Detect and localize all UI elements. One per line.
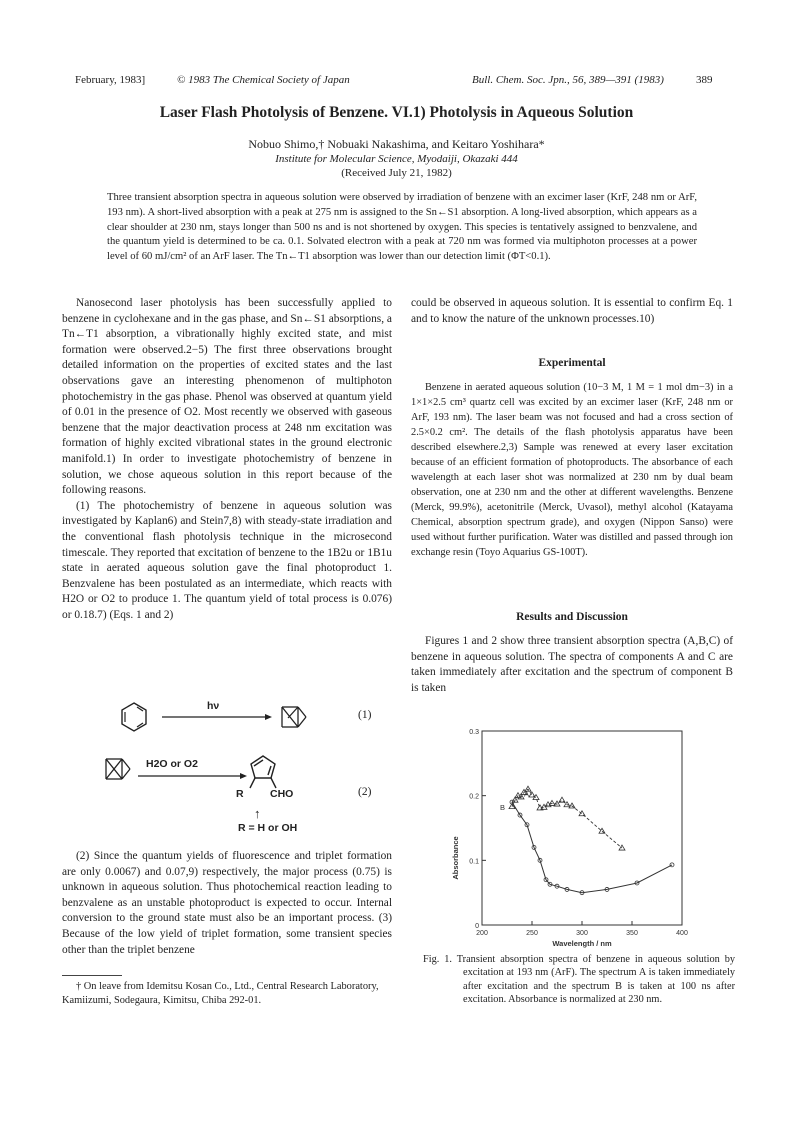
y-tick-label: 0.1: [469, 858, 479, 866]
equation-2-number: (2): [358, 786, 372, 798]
series-B-label: B: [500, 803, 506, 813]
experimental-section: [411, 380, 733, 560]
benzvalene-structure-2: [106, 759, 130, 779]
cyclopentadiene-product: [250, 756, 276, 788]
experimental-heading: Experimental: [538, 357, 606, 369]
footnote: † On leave from Idemitsu Kosan Co., Ltd., Central Research Laboratory, Kamiizumi, Sodegaura, Kimitsu, Chiba 292-01.: [62, 981, 379, 1006]
r-definition-label: R = H or OH: [238, 822, 298, 834]
continued-paragraph: could be observed in aqueous solution. It is essential to confirm Eq. 1 and to know the nature of the unknown processes.10): [411, 297, 733, 325]
x-axis-label: Wavelength / nm: [552, 939, 612, 948]
y-axis-label: Absorbance: [451, 836, 460, 880]
header-page-number: 389: [696, 74, 713, 86]
y-tick-label: 0.3: [469, 729, 479, 736]
article-title: Laser Flash Photolysis of Benzene. VI.1) Photolysis in Aqueous Solution: [159, 104, 634, 121]
received-date: (Received July 21, 1982): [341, 167, 452, 179]
equation-1-number: (1): [358, 709, 372, 721]
experimental-paragraph: Benzene in aerated aqueous solution (10−3 M, 1 M = 1 mol dm−3) in a 1×1×2.5 cm³ quartz cell was excited by an excimer laser (KrF, 248 nm or ArF, 193 nm). The laser beam was not focused and had a cross section of 2.5×0.2 cm². The details of the flash photolysis apparatus have been described elsewhere.2,3) Sample was renewed at every laser excitation because of an efficient formation of photoproducts. The absorbance of each wavelength at each laser shot was normalized at 230 nm by dual beam observation, one at 230 nm and the other at different wavelengths. Benzene (Merck, 99.9%), acetonitrile (Merck, Uvasol), methyl alcohol (Katayama Chemical, absorption spectrum grade), and oxygen (Nippon Sanso) were used without further purification. Water was distilled and passed through ion exchange resin (Toyo Aquarius GS-100T).: [411, 382, 733, 558]
series-A-label: A: [524, 789, 530, 799]
intro-paragraph-3: (2) Since the quantum yields of fluorescence and triplet formation are only 0.0067) and 0.07,9) respectively, the major process (0.75) is unknown in aqueous solution. Thus photochemical reaction leading to benzvalene as an unstable photoproduct is expected to occur. Internal conversion to the ground state must also be an important process. (3) Because of the low yield of triplet formation, some transient species other than the triplet benzene: [62, 850, 392, 956]
reaction-scheme: [100, 690, 400, 840]
left-column-bottom: [62, 849, 392, 958]
x-tick-label: 400: [676, 930, 688, 937]
left-column-top: [62, 296, 392, 623]
figure-1-caption: Fig. 1. Transient absorption spectra of benzene in aqueous solution by excitation at 193 nm (ArF). The spectrum A is taken immediately after excitation and the spectrum B is taken at 100 ns after excitation. Absorbance is normalized at 230 nm.: [423, 954, 735, 1006]
series-A-point: [579, 811, 585, 816]
series-B-point: [670, 863, 674, 867]
results-heading: Results and Discussion: [516, 611, 628, 623]
series-A-point: [569, 803, 575, 808]
y-tick-label: 0: [475, 923, 479, 930]
header-date: February, 1983]: [75, 74, 146, 86]
header-copyright: © 1983 The Chemical Society of Japan: [177, 74, 350, 86]
y-tick-label: 0.2: [469, 793, 479, 801]
reaction-scheme-drawing: [100, 690, 400, 840]
series-A-point: [559, 797, 565, 802]
benzvalene-structure-1: [282, 707, 306, 727]
series-A-point: [549, 800, 555, 805]
x-tick-label: 250: [526, 930, 538, 937]
plot-frame: [482, 731, 682, 925]
series-A-point: [529, 792, 535, 797]
footnote-rule: [62, 975, 122, 976]
right-column-top: [411, 296, 733, 327]
hv-label: hν: [207, 700, 220, 712]
reagent-label: H2O or O2: [146, 758, 198, 770]
x-tick-label: 200: [476, 930, 488, 937]
author-institute: Institute for Molecular Science, Myodaiji, Okazaki 444: [275, 153, 518, 165]
x-tick-label: 350: [626, 930, 638, 937]
intro-paragraph-2: (1) The photochemistry of benzene in aqueous solution was investigated by Kaplan6) and Stein7,8) with steady-state irradiation and the conventional flash photolysis technique in the microsecond timescale. They reported that excitation of benzene to the 1B2u or 1B1u state in aerated aqueous solution gave the final photoproduct 1. Benzvalene has been postulated as an intermediate, which reacts with H2O or O2 to produce 1. The quantum yield of total process is 0.076) or 0.18.7) (Eqs. 1 and 2): [62, 499, 392, 621]
header-journal: Bull. Chem. Soc. Jpn., 56, 389—391 (1983): [472, 74, 664, 86]
up-arrow-icon: ↑: [254, 806, 261, 821]
results-paragraph: Figures 1 and 2 show three transient absorption spectra (A,B,C) of benzene in aqueous solution. The spectra of components A and C are taken immediately after excitation and the spectrum of component B is taken: [411, 635, 733, 694]
results-section: [411, 634, 733, 696]
abstract: Three transient absorption spectra in aqueous solution were observed by irradiation of benzene with an excimer laser (KrF, 248 nm or ArF, 193 nm). A short-lived absorption with a peak at 275 nm is assigned to the Sn←S1 absorption. A long-lived absorption, which appears as a clear shoulder at 230 nm, stays longer than 500 ns and is not shortened by oxygen. This species is tentatively assigned to benzvalene, and the quantum yield is determined to be ca. 0.1. Solvated electron with a peak at 720 nm was formed via multiphoton processes at a power level of 60 mJ/cm² of an ArF laser. The Tn←T1 absorption was lower than our detection limit (ΦT<0.1).: [107, 192, 697, 263]
substituent-r-label: R: [236, 788, 244, 800]
x-tick-label: 300: [576, 930, 588, 937]
article-authors: Nobuo Shimo,† Nobuaki Nakashima, and Keitaro Yoshihara*: [248, 137, 545, 151]
substituent-cho-label: CHO: [270, 788, 294, 800]
intro-paragraph-1: Nanosecond laser photolysis has been successfully applied to benzene in cyclohexane and in the gas phase, and Sn←S1 absorptions, a Tn←T1 absorption, a vibrationally highly excited state, and mist formation were observed.2−5) The first three observations brought detailed information on the properties of excited states and the last observations gave an interesting phenomenon of multiphoton photochemistry in the gas phase. Phenol was observed at quantum yield of 0.01 in the presence of O2. Most recently we observed with gaseous benzene that the major deactivation process at 248 nm excitation was formation of highly excited vibrational states in the ground electronic manifold.1) In order to investigate photochemistry of benzene in solution, we chose aqueous solution in this report because of the following reasons.: [62, 297, 392, 497]
figure-1-chart: [440, 723, 700, 953]
